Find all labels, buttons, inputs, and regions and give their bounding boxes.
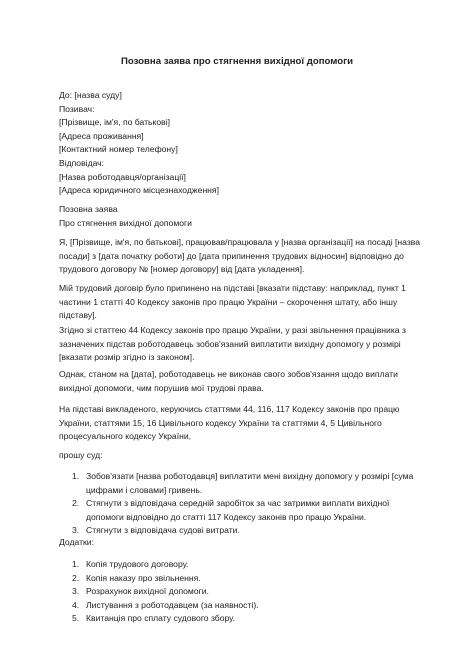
request-number: 3. (72, 525, 80, 535)
attachment-item (59, 612, 421, 626)
attachment-number: 1. (72, 559, 80, 569)
attachment-number: 5. (72, 613, 80, 623)
attachment-text: Розрахунок вихідної допомоги. (86, 586, 209, 596)
attachment-item (59, 558, 421, 572)
doc-type-block (59, 203, 419, 230)
request-text: Стягнути з відповідача судові витрати. (86, 525, 240, 535)
doc-type-line-1: Позовна заява (59, 204, 118, 214)
paragraph-employment: Я, [Прізвище, ім'я, по батькові], працював/працювала у [назва організації] на посаді [назва посади] з [дата початку роботи] до [дата припинення трудових відносин] відповідно до трудового договору № [номер договору] від [дата укладення]. (59, 237, 421, 274)
plaintiff-phone: [Контактний номер телефону] (59, 144, 178, 154)
parties-block (59, 89, 419, 157)
paragraph-grounds: На підставі викладеного, керуючись статтями 44, 116, 117 Кодексу законів про працю України, статтями 15, 16 Цивільного кодексу України та статтями 4, 5 Цивільного процесуального кодексу України, (59, 404, 400, 441)
request-label: прошу суд: (59, 450, 103, 460)
paragraph-violation: Однак, станом на [дата], роботодавець не виконав свого зобов'язання щодо виплати вихідної допомоги, чим порушив мої трудові права. (59, 369, 398, 393)
request-text: Стягнути з відповідача середній заробіток за час затримки виплати вихідної допомоги відповідно до статті 117 Кодексу законів про працю України. (86, 498, 390, 522)
attachment-item (59, 585, 421, 599)
attachments-list (59, 558, 421, 626)
document-title: Позовна заява про стягнення вихідної допомоги (121, 56, 353, 67)
court-line: До: [назва суду] (59, 90, 122, 100)
defendant-address: [Адреса юридичного місцезнаходження] (59, 185, 219, 195)
attachment-text: Копія трудового договору. (86, 559, 189, 569)
paragraph-legal-basis: Згідно зі статтею 44 Кодексу законів про працю України, у разі звільнення працівника з зазначених підстав роботодавець зобов'язаний виплатити вихідну допомогу у розмірі [вказати розмір згідно із законом]. (59, 325, 406, 362)
defendant-name: [Назва роботодавця/організації] (59, 171, 186, 182)
request-list (59, 470, 421, 538)
paragraph-termination: Мій трудовий договір було припинено на підставі [вказати підставу: наприклад, пункт 1 частини 1 статті 40 Кодексу законів про працю України – скорочення штату, або іншу підставу]. (59, 283, 406, 320)
plaintiff-address: [Адреса проживання] (59, 130, 144, 141)
attachment-number: 4. (72, 599, 80, 610)
request-text: Зобов'язати [назва роботодавця] виплатити мені вихідну допомогу у розмірі [сума цифрами і словами] гривень. (86, 471, 414, 495)
attachment-text: Листування з роботодавцем (за наявності). (86, 599, 259, 610)
attachment-text: Квитанція про сплату судового збору. (86, 613, 235, 623)
request-item (59, 470, 421, 497)
plaintiff-label: Позивач: (59, 103, 95, 114)
attachment-item (59, 572, 421, 586)
attachment-text: Копія наказу про звільнення. (86, 572, 201, 583)
defendant-block (59, 157, 419, 198)
attachment-number: 3. (72, 586, 80, 596)
request-number: 1. (72, 471, 80, 481)
request-item (59, 497, 421, 524)
defendant-label: Відповідач: (59, 158, 105, 168)
attachment-number: 2. (72, 572, 80, 583)
plaintiff-name: [Прізвище, ім'я, по батькові] (59, 117, 171, 127)
request-number: 2. (72, 498, 80, 508)
doc-type-line-2: Про стягнення вихідної допомоги (59, 217, 192, 228)
attachments-label: Додатки: (59, 537, 94, 547)
attachment-item (59, 599, 421, 613)
